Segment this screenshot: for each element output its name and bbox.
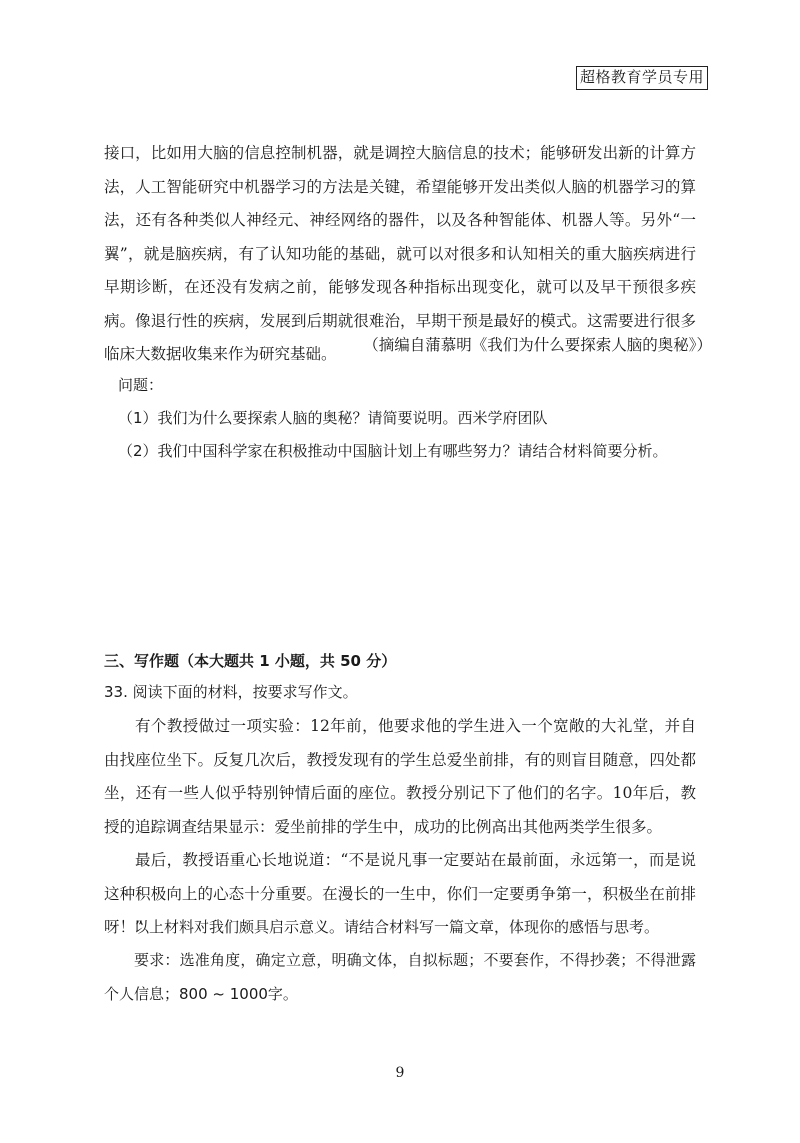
question-2: （2）我们中国科学家在积极推动中国脑计划上有哪些努力？请结合材料简要分析。 [118, 442, 668, 460]
writing-requirements: 要求：选准角度，确定立意，明确文体，自拟标题；不要套作，不得抄袭；不得泄露个人信息；800 ~ 1000字。 [104, 951, 696, 1003]
material-paragraph-1: 有个教授做过一项实验：12年前，他要求他的学生进入一个宽敞的大礼堂，并自由找座位坐下。反复几次后，教授发现有的学生总爱坐前排，有的则盲目随意，四处都坐，还有一些人似乎特别钟情后面的座位。教授分别记下了他们的名字。10年后，教授的追踪调查结果显示：爱坐前排的学生中，成功的比例高出其他两类学生很多。 [104, 717, 696, 836]
writing-prompt: 33. 阅读下面的材料，按要求写作文。 [104, 683, 358, 701]
header-stamp: 超格教育学员专用 [576, 66, 708, 90]
questions-label: 问题： [118, 376, 164, 394]
page-number: 9 [395, 1065, 405, 1081]
passage-source: （摘编自蒲慕明《我们为什么要探索人脑的奥秘》） [363, 336, 712, 354]
question-1: （1）我们为什么要探索人脑的奥秘？请简要说明。西米学府团队 [118, 409, 548, 427]
passage-paragraph: 接口，比如用大脑的信息控制机器，就是调控大脑信息的技术；能够研发出新的计算方法，人工智能研究中机器学习的方法是关键，希望能够开发出类似人脑的机器学习的算法，还有各种类似人神经元、神经网络的器件，以及各种智能体、机器人等。另外“一翼”，就是脑疾病，有了认知功能的基础，就可以对很多和认知相关的重大脑疾病进行早期诊断，在还没有发病之前，能够发现各种指标出现变化，就可以及早干预很多疾病。像退行性的疾病，发展到后期就很难治，早期干预是最好的模式。这需要进行很多临床大数据收集来作为研究基础。 [104, 144, 696, 363]
writing-task: 以上材料对我们颇具启示意义。请结合材料写一篇文章，体现你的感悟与思考。 [134, 918, 660, 936]
section-3-heading: 三、写作题（本大题共 1 小题，共 50 分） [104, 652, 397, 670]
material-paragraph-2: 最后，教授语重心长地说道：“不是说凡事一定要站在最前面，永远第一，而是说这种积极向上的心态十分重要。在漫长的一生中，你们一定要勇争第一，积极坐在前排呀！” [104, 851, 696, 936]
